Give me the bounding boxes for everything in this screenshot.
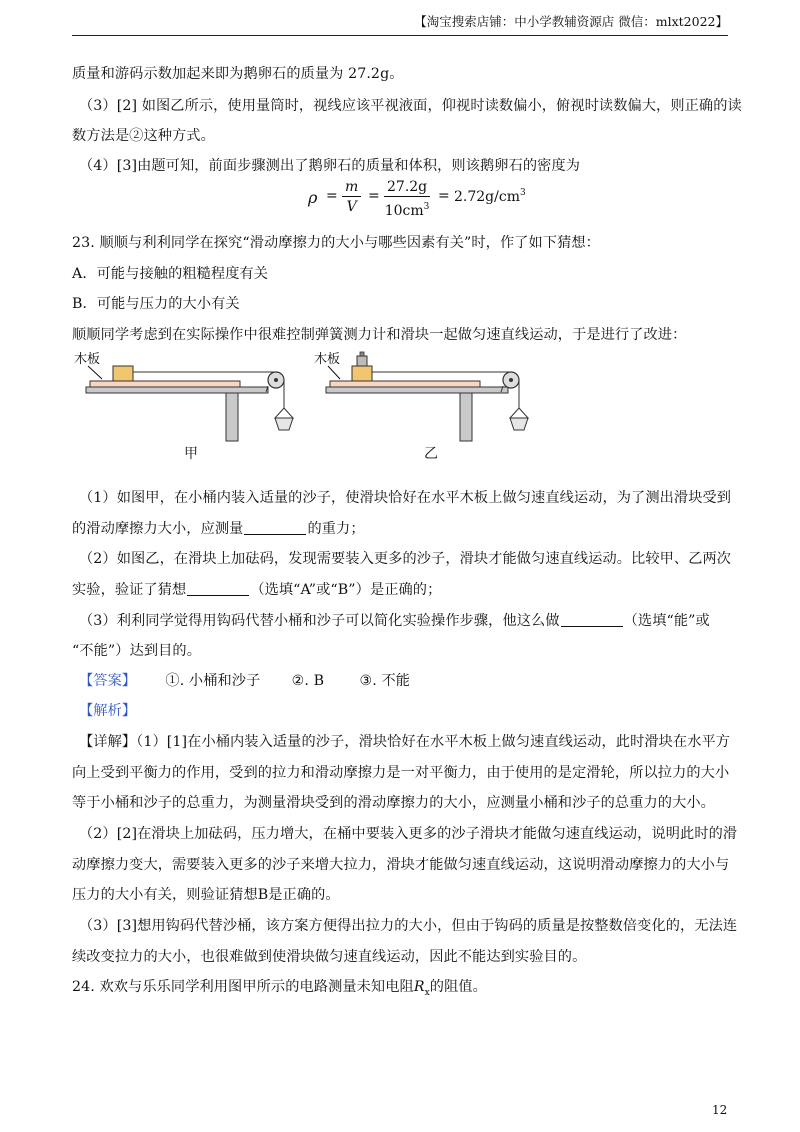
question-23-title: 23. 顺顺与利利同学在探究“滑动摩擦力的大小与哪些因素有关”时，作了如下猜想：	[72, 235, 600, 251]
question-1-line-1: （1）如图甲，在小桶内装入适量的沙子，使滑块恰好在水平木板上做匀速直线运动，为了测出滑块受到	[79, 490, 732, 506]
answer-2: ②. B	[291, 673, 325, 689]
text-line: 顺顺同学考虑到在实际操作中很难控制弹簧测力计和滑块一起做匀速直线运动，于是进行了改进：	[72, 327, 687, 343]
page-header: 【淘宝搜索店铺：中小学教辅资源店 微信：mlxt2022】	[414, 14, 728, 29]
formula-result: $2.72g/cm^3$	[454, 188, 526, 205]
pulley-axle	[274, 378, 278, 382]
formula-m: m	[342, 178, 361, 197]
header-rule	[72, 35, 728, 36]
detail-line-3: 等于小桶和沙子的总重力，为测量滑块受到的滑动摩擦力的大小，应测量小桶和沙子的总重力的大小。	[72, 795, 715, 811]
answer-blank-3	[561, 611, 623, 627]
experiment-figure-b	[306, 348, 546, 448]
slider-block	[352, 366, 372, 381]
hypothesis-b: B．可能与压力的大小有关	[72, 296, 240, 312]
slider-block	[113, 366, 133, 381]
wooden-board	[330, 381, 480, 387]
question-2-line-1: （2）如图乙，在滑块上加砝码，发现需要装入更多的沙子，滑块才能做匀速直线运动。比较甲、乙两次	[79, 551, 732, 567]
answer-row	[79, 670, 728, 690]
question-3-line-2: “不能”）达到目的。	[72, 643, 202, 659]
weight-icon	[357, 356, 367, 366]
figure-b-label: 乙	[424, 446, 438, 462]
wooden-board	[90, 381, 240, 387]
formula-mass: 27.2g	[384, 178, 430, 197]
sand-bucket-icon	[275, 418, 293, 430]
detail-line-2: 向上受到平衡力的作用，受到的拉力和滑动摩擦力是一对平衡力，由于使用的是定滑轮，所以拉力的大小	[72, 765, 730, 781]
analysis-label: 【解析】	[79, 703, 137, 719]
detail-line-5: 动摩擦力变大，需要装入更多的沙子来增大拉力，滑块才能做匀速直线运动，这说明滑动摩擦力的大小与	[72, 857, 730, 873]
formula-v: V	[346, 199, 357, 215]
question-3-line-1: （3）利利同学觉得用钩码代替小桶和沙子可以简化实验操作步骤，他这么做 （选填“能”或	[79, 613, 710, 629]
detail-line-1: 【详解】（1）[1]在小桶内装入适量的沙子，滑块恰好在水平木板上做匀速直线运动，此时滑块在水平方	[79, 734, 731, 750]
board-label: 木板	[314, 352, 341, 367]
board-label-leader	[88, 366, 102, 379]
table-top	[326, 387, 508, 393]
bucket-handle	[510, 408, 528, 418]
detail-line-7: （3）[3]想用钩码代替沙桶，该方案方便得出拉力的大小，但由于钩码的质量是按整数倍变化的，无法连	[79, 918, 738, 934]
pulley-axle	[509, 378, 513, 382]
bucket-handle	[275, 408, 293, 418]
figure-a-label: 甲	[184, 446, 198, 462]
formula-equals: =	[368, 188, 380, 204]
answer-blank-1	[244, 519, 306, 535]
formula-rho: ρ	[308, 188, 318, 207]
sand-bucket-icon	[510, 418, 528, 430]
question-2-line-2: 实验，验证了猜想 （选填“A”或“B”）是正确的；	[72, 582, 442, 598]
text-line: 质量和游码示数加起来即为鹅卵石的质量为 27.2g。	[72, 66, 404, 82]
formula-equals: =	[438, 188, 450, 204]
hypothesis-a: A．可能与接触的粗糙程度有关	[72, 266, 269, 282]
table-leg	[460, 393, 472, 441]
detail-line-6: 压力的大小有关，则验证猜想B是正确的。	[72, 887, 340, 903]
formula-volume: $10cm^3$	[384, 202, 430, 219]
answer-3: ③. 不能	[359, 673, 411, 689]
weight-knob	[360, 352, 364, 356]
text-line: 数方法是②这种方式。	[72, 128, 215, 144]
experiment-figure-a	[70, 348, 310, 448]
board-label-leader	[328, 366, 340, 379]
formula-fraction-mv	[342, 178, 361, 217]
density-formula	[308, 178, 568, 220]
question-24-title: 24. 欢欢与乐乐同学利用图甲所示的电路测量未知电阻$R_x$的阻值。	[72, 979, 487, 998]
text-line: （3）[2] 如图乙所示，使用量筒时，视线应该平视液面，仰视时读数偏小，俯视时读数偏大，则正确的读	[79, 98, 742, 114]
detail-label: 【详解】	[79, 734, 137, 750]
table-leg	[226, 393, 238, 441]
formula-fraction-values	[384, 178, 430, 221]
table-top	[86, 387, 268, 393]
question-1-line-2: 的滑动摩擦力大小，应测量 的重力；	[72, 521, 365, 537]
detail-line-8: 续改变拉力的大小，也很难做到使滑块做匀速直线运动，因此不能达到实验目的。	[72, 949, 587, 965]
answer-blank-2	[187, 580, 249, 596]
board-label: 木板	[74, 352, 101, 367]
detail-line-4: （2）[2]在滑块上加砝码，压力增大，在桶中要装入更多的沙子滑块才能做匀速直线运动，说明此时的滑	[79, 826, 738, 842]
page-number: 12	[712, 1103, 728, 1117]
answer-label: 【答案】	[79, 673, 137, 689]
text-line: （4）[3]由题可知，前面步骤测出了鹅卵石的质量和体积，则该鹅卵石的密度为	[79, 158, 581, 174]
answer-1: ①. 小桶和沙子	[165, 673, 261, 689]
formula-equals: =	[326, 188, 338, 204]
